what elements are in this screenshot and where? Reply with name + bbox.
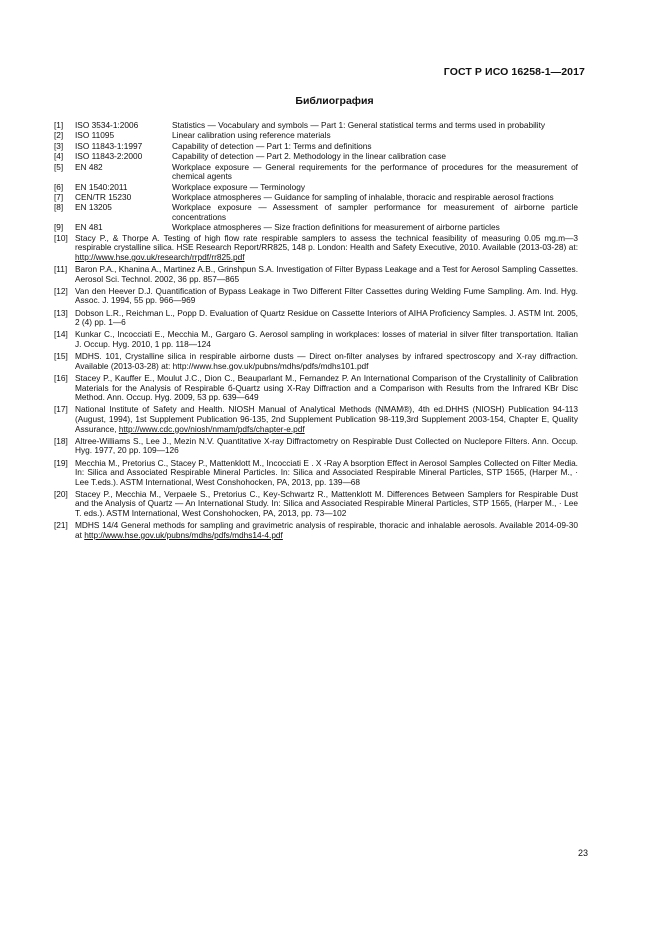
entry-number: [10] xyxy=(54,232,68,243)
bibliography-entry xyxy=(54,405,578,434)
entry-number: [1] xyxy=(54,120,64,130)
reference-text xyxy=(75,459,578,488)
bibliography-entry xyxy=(54,352,578,371)
bibliography-entry xyxy=(54,121,578,131)
bibliography-list xyxy=(54,121,578,543)
standard-code: EN 13205 xyxy=(75,202,112,213)
bibliography-entry xyxy=(54,142,578,152)
reference-citation: Stacey P., Kauffer E., Moulut J.C., Dion C., Beauparlant M., Fernandez P. An International Comparison of the Crystallinity of Calibration Materials for the Analysis of Respirable б-Quartz using X-Ray Diffraction and a Comparison with Results from the Infrared KBr Disc Method. Ann. Occup. Hyg. 2009, 53 pp. 639—649 xyxy=(75,372,578,403)
bibliography-entry xyxy=(54,330,578,349)
entry-number: [3] xyxy=(54,140,64,151)
standard-title: Linear calibration using reference materials xyxy=(172,130,331,141)
entry-number: [20] xyxy=(54,488,68,499)
entry-number: [19] xyxy=(54,457,68,468)
reference-citation: Stacy P., & Thorpe A. Testing of high flow rate respirable samplers to assess the technical feasibility of measuring 0.05 mg.m—3 respirable crystalline silica. HSE Research Report/RR825, 148 p. London: Health and Safety Executive, 2010. Available (2013-03-28) at: xyxy=(75,232,578,253)
reference-link[interactable]: http://www.cdc.gov/niosh/nmam/pdfs/chapter-e.pdf xyxy=(118,423,305,434)
reference-text xyxy=(75,405,578,434)
reference-citation: Mecchia M., Pretorius C., Stacey P., Mattenklott M., Incocciati E . X -Ray A bsorption Effect in Aerosol Samples Collected on Filter Media. In: Silica and Associated Respirable Mineral Particles. In: Silica and Associated Respirable Mineral Particles, STP 1565, (Harper M., · Lee T.eds.). ASTM International, West Conshohocken, PA, 2013, pp. 139—68 xyxy=(75,457,578,487)
bibliography-entry xyxy=(54,287,578,306)
standard-code: ISO 3534-1:2006 xyxy=(75,120,139,130)
standard-code: EN 482 xyxy=(75,161,103,172)
reference-citation: MDHS. 101, Crystalline silica in respirable airborne dusts — Direct on-filter analyses by infrared spectroscopy and X-ray diffraction. Available (2013-03-28) at: http://www.hse.gov.uk/pubns/mdhs/pdfs/mdhs101.pdf xyxy=(75,351,578,371)
standard-title: Workplace exposure — Assessment of sampler performance for measurement of airborne particle concentrations xyxy=(172,202,578,222)
standard-title: Capability of detection — Part 2. Methodology in the linear calibration case xyxy=(172,151,446,162)
bibliography-entry xyxy=(54,193,578,203)
standard-code: EN 481 xyxy=(75,222,103,233)
bibliography-entry xyxy=(54,163,578,182)
bibliography-entry xyxy=(54,309,578,328)
reference-text xyxy=(75,374,578,403)
bibliography-entry xyxy=(54,374,578,403)
reference-text xyxy=(75,352,578,371)
entry-number: [14] xyxy=(54,329,68,340)
bibliography-entry xyxy=(54,521,578,540)
reference-text xyxy=(75,330,578,349)
bibliography-entry xyxy=(54,223,578,233)
entry-number: [9] xyxy=(54,222,64,233)
bibliography-entry xyxy=(54,131,578,141)
entry-number: [17] xyxy=(54,404,68,415)
page-number: 23 xyxy=(577,848,588,858)
bibliography-entry xyxy=(54,203,578,222)
entry-number: [4] xyxy=(54,151,64,162)
reference-citation: Stacey P., Mecchia M., Verpaele S., Pretorius C., Key-Schwartz R., Mattenklott M. Differences Between Samplers for Respirable Dust and the Analysis of Quartz — An International Study. In: Silica and Associated Respirable Mineral Particles, STP 1565, (Harper M., · Lee T. eds.). ASTM International, West Conshohocken, PA, 2013, pp. 73—102 xyxy=(75,488,578,519)
reference-text xyxy=(75,437,578,456)
standard-title: Workplace exposure — Terminology xyxy=(172,181,305,192)
entry-number: [7] xyxy=(54,191,64,202)
standard-code: ISO 11095 xyxy=(75,130,115,141)
reference-citation: Baron P.A., Khanina A., Martinez A.B., Grinshpun S.A. Investigation of Filter Bypass Leakage and a Test for Aerosol Sampling Cassettes. Aerosol Sci. Technol. 2002, 36 pp. 857—865 xyxy=(75,264,578,284)
standard-code: ISO 11843-1:1997 xyxy=(75,140,143,151)
standard-title: Capability of detection — Part 1: Terms and definitions xyxy=(172,140,372,151)
entry-number: [12] xyxy=(54,285,68,296)
entry-number: [5] xyxy=(54,161,64,172)
reference-citation: MDHS 14/4 General methods for sampling and gravimetric analysis of respirable, thoracic and inhalable aerosols. Available 2014-09-30 at xyxy=(75,520,578,540)
reference-citation: Dobson L.R., Reichman L., Popp D. Evaluation of Quartz Residue on Cassette Interiors of AIHA Proficiency Samples. J. ASTM Int. 2005, 2 (4) pp. 1—6 xyxy=(75,307,578,328)
standard-code: CEN/TR 15230 xyxy=(75,191,132,202)
reference-text xyxy=(75,521,578,540)
bibliography-entry xyxy=(54,183,578,193)
standard-title: Workplace exposure — General requirements for the performance of procedures for the measurement of chemical agents xyxy=(172,161,578,182)
entry-number: [18] xyxy=(54,435,68,446)
reference-text xyxy=(75,309,578,328)
standard-title: Workplace atmospheres — Size fraction definitions for measurement of airborne particles xyxy=(172,222,500,233)
reference-link[interactable]: http://www.hse.gov.uk/pubns/mdhs/pdfs/mdhs14-4.pdf xyxy=(84,529,283,540)
standard-code: ISO 11843-2:2000 xyxy=(75,151,143,162)
entry-number: [11] xyxy=(54,264,68,275)
entry-number: [15] xyxy=(54,351,68,362)
reference-link[interactable]: http://www.hse.gov.uk/research/rrpdf/rr825.pdf xyxy=(75,251,245,262)
entry-number: [21] xyxy=(54,520,68,531)
entry-number: [8] xyxy=(54,202,64,213)
bibliography-entry xyxy=(54,437,578,456)
entry-number: [6] xyxy=(54,181,64,192)
bibliography-entry xyxy=(54,459,578,488)
bibliography-entry xyxy=(54,152,578,162)
document-code: ГОСТ Р ИСО 16258-1—2017 xyxy=(443,66,585,78)
entry-number: [16] xyxy=(54,372,68,383)
bibliography-entry xyxy=(54,234,578,263)
reference-text xyxy=(75,265,578,284)
bibliography-entry xyxy=(54,265,578,284)
entry-number: [13] xyxy=(54,307,68,318)
standard-title: Statistics — Vocabulary and symbols — Part 1: General statistical terms and terms used in probability xyxy=(172,120,546,130)
entry-number: [2] xyxy=(54,130,64,141)
standard-code: EN 1540:2011 xyxy=(75,181,128,192)
reference-citation: Kunkar C., Incocciati E., Mecchia M., Gargaro G. Aerosol sampling in workplaces: losses of material in silver filter transportation. Italian J. Occup. Hyg. 2010, 1 pp. 118—124 xyxy=(75,329,578,350)
bibliography-entry xyxy=(54,490,578,519)
standard-title: Workplace atmospheres — Guidance for sampling of inhalable, thoracic and respirable aerosol fractions xyxy=(172,191,554,202)
reference-text xyxy=(75,287,578,306)
reference-citation: Van den Heever D.J. Quantification of Bypass Leakage in Two Different Filter Cassettes during Welding Fume Sampling. Am. Ind. Hyg. Assoc. J. 1994, 55 pp. 966—969 xyxy=(75,285,578,306)
reference-citation: Altree-Williams S., Lee J., Mezin N.V. Quantitative X-ray Diffractometry on Respirable Dust Collected on Nuclepore Filters. Ann. Occup. Hyg. 1977, 20 pp. 109—126 xyxy=(75,435,578,456)
reference-text xyxy=(75,234,578,263)
page-title: Библиография xyxy=(295,95,374,107)
reference-text xyxy=(75,490,578,519)
reference-citation: National Institute of Safety and Health. NIOSH Manual of Analytical Methods (NMAM®), 4th ed.DHHS (NIOSH) Publication 94-113 (August, 1994), 1st Supplement Publication 96-135, 2nd Supplement Publication 98-119,3rd Supplement 2003-154, Chapter E, Quality Assurance, xyxy=(75,404,578,434)
